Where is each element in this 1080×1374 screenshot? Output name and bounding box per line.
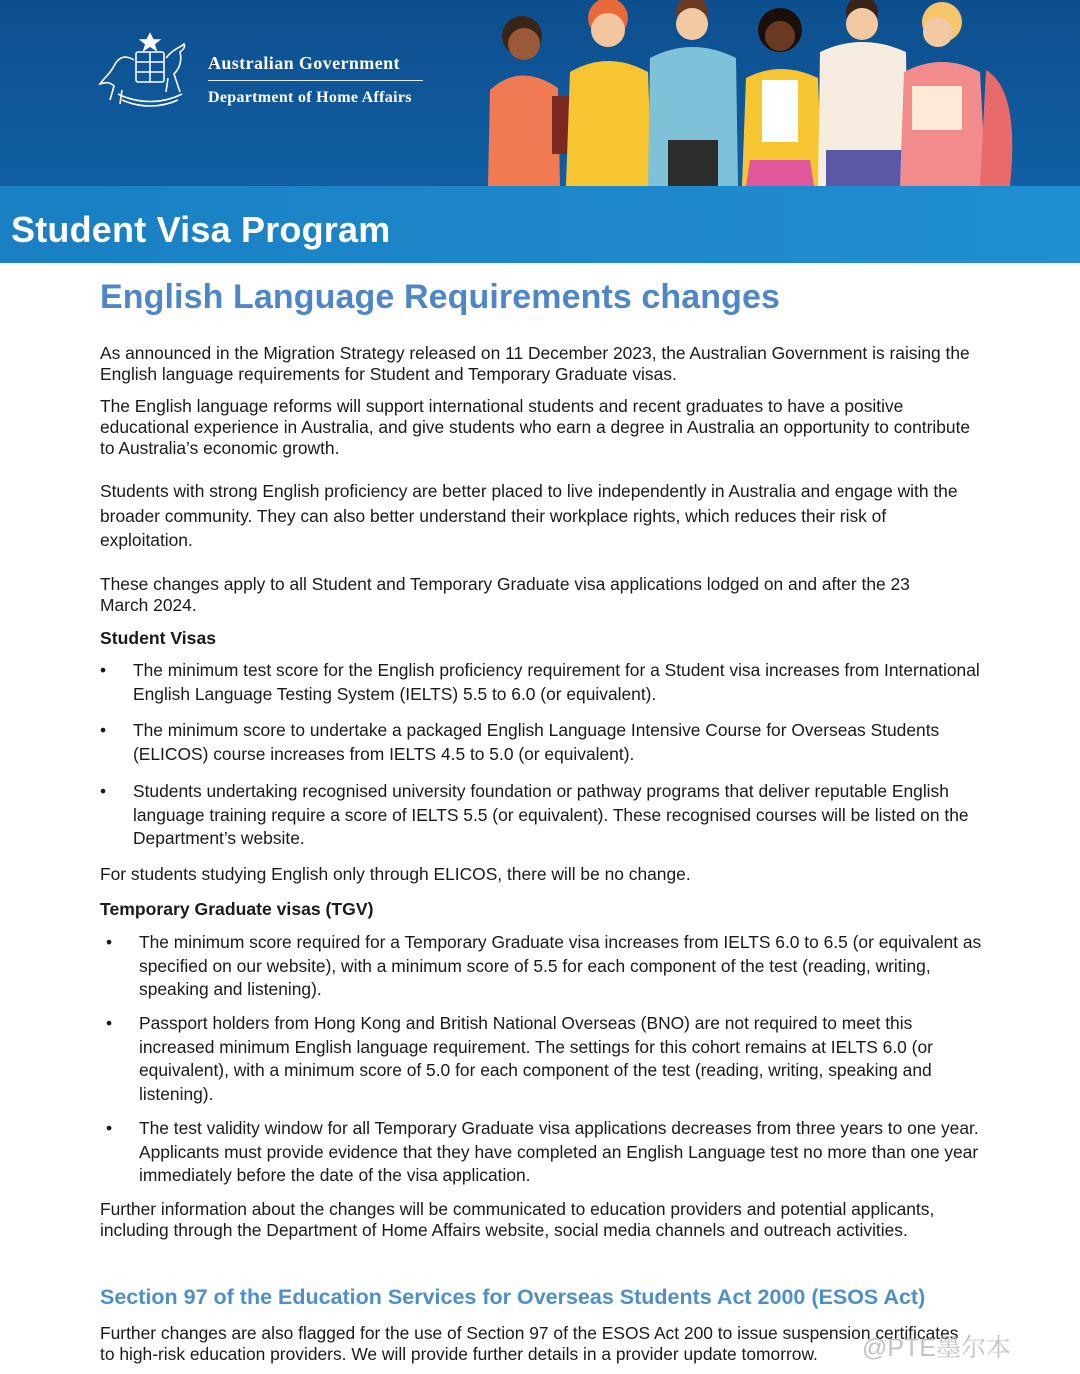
bullet-icon: • bbox=[100, 781, 107, 801]
list-item-text: The minimum test score for the English proficiency requirement for a Student visa increases from International English Language Testing System (IELTS) 5.5 to 6.0 (or equivalent). bbox=[133, 660, 980, 704]
bullet-icon: • bbox=[100, 660, 107, 680]
agency-name-line1: Australian Government bbox=[208, 53, 400, 73]
list-item bbox=[100, 659, 993, 706]
program-title: Student Visa Program bbox=[11, 209, 391, 250]
group-of-students-illustration bbox=[480, 0, 1080, 186]
intro-paragraph: The English language reforms will support international students and recent graduates to have a positive educational experience in Australia, and give students who earn a degree in Australia an opportunity to contribute to Australia’s economic growth. bbox=[100, 396, 971, 458]
tgv-heading: Temporary Graduate visas (TGV) bbox=[100, 899, 374, 919]
bullet-icon: • bbox=[106, 932, 113, 952]
list-item bbox=[106, 931, 985, 1002]
list-item bbox=[106, 1012, 985, 1106]
list-item-text: The test validity window for all Temporary Graduate visa applications decreases from three years to one year. Applicants must provide evidence that they have completed an English Language test no more than one year immediately before the date of the visa application. bbox=[139, 1118, 979, 1185]
section-97-heading: Section 97 of the Education Services for Overseas Students Act 2000 (ESOS Act) bbox=[100, 1285, 926, 1309]
section-97-paragraph: Further changes are also flagged for the use of Section 97 of the ESOS Act 200 to issue suspension certificates to high-risk education providers. We will provide further details in a provider update tomorrow. bbox=[100, 1323, 959, 1364]
list-item bbox=[100, 719, 993, 766]
list-item-text: The minimum score to undertake a packaged English Language Intensive Course for Overseas Students (ELICOS) course increases from IELTS 4.5 to 5.0 (or equivalent). bbox=[133, 720, 940, 764]
further-info-paragraph: Further information about the changes will be communicated to education providers and potential applicants, including through the Department of Home Affairs website, social media channels and outreach activities. bbox=[100, 1199, 935, 1240]
intro-paragraph: As announced in the Migration Strategy released on 11 December 2023, the Australian Government is raising the English language requirements for Student and Temporary Graduate visas. bbox=[100, 343, 970, 384]
watermark: @PTE墨尔本 bbox=[862, 1334, 1011, 1362]
bullet-icon: • bbox=[106, 1118, 113, 1138]
student-visas-heading: Student Visas bbox=[100, 628, 217, 648]
bullet-icon: • bbox=[106, 1013, 113, 1033]
agency-divider bbox=[208, 80, 423, 81]
list-item-text: Passport holders from Hong Kong and British National Overseas (BNO) are not required to meet this increased minimum English language requirement. The settings for this cohort remains at IELTS 6.0 (or equivalent), with a minimum score of 5.0 for each component of the test (reading, writing, speaking and listening). bbox=[139, 1013, 933, 1104]
page-header bbox=[0, 0, 1080, 186]
list-item-text: The minimum score required for a Temporary Graduate visa increases from IELTS 6.0 to 6.5 (or equivalent as specified on our website), with a minimum score of 5.5 for each component of the test (reading, writing, speaking and listening). bbox=[139, 932, 982, 999]
intro-paragraph: Students with strong English proficiency are better placed to live independently in Australia and engage with the broader community. They can also better understand their workplace rights, which reduces their risk of exploitation. bbox=[100, 481, 958, 550]
list-item-text: Students undertaking recognised university foundation or pathway programs that deliver reputable English language training require a score of IELTS 5.5 (or equivalent). These recognised courses will be listed on the Department’s website. bbox=[133, 781, 969, 848]
list-item bbox=[106, 1117, 985, 1188]
elicos-note: For students studying English only through ELICOS, there will be no change. bbox=[100, 864, 691, 884]
page-title: English Language Requirements changes bbox=[100, 278, 781, 316]
list-item bbox=[100, 780, 993, 851]
agency-name-line2: Department of Home Affairs bbox=[208, 89, 412, 106]
coat-of-arms-icon bbox=[98, 30, 202, 110]
intro-paragraph: These changes apply to all Student and Temporary Graduate visa applications lodged on and after the 23 March 2024. bbox=[100, 574, 910, 615]
bullet-icon: • bbox=[100, 720, 107, 740]
agency-wordmark bbox=[208, 52, 423, 107]
